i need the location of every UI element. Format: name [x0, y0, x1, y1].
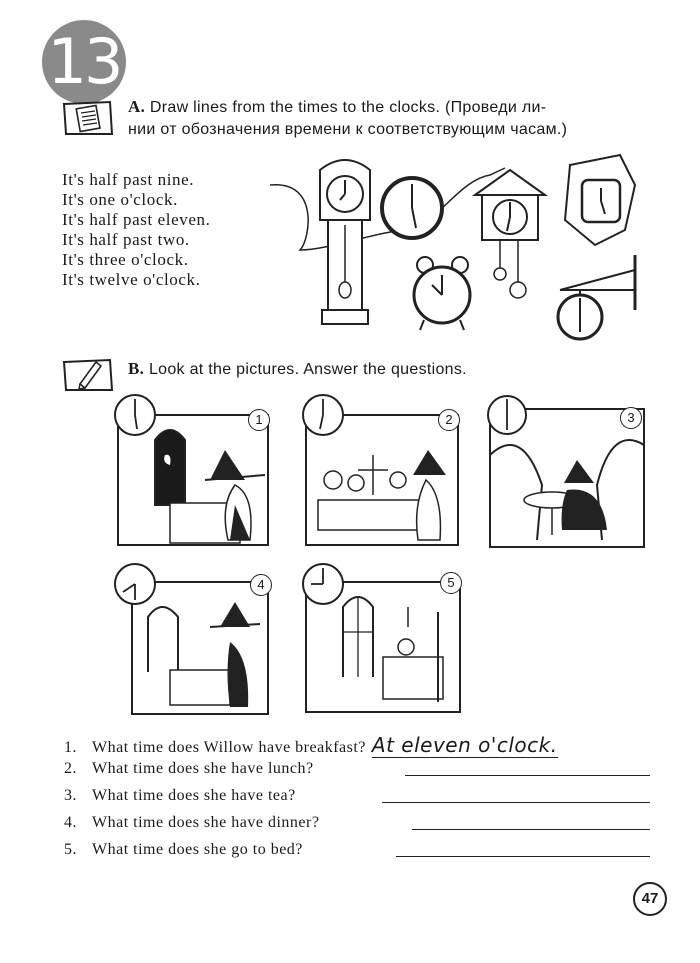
- picture-2: [298, 395, 468, 550]
- answer-field[interactable]: [405, 775, 650, 776]
- question-text: What time does she go to bed?: [92, 841, 303, 858]
- grandfather-clock-icon[interactable]: [320, 160, 370, 324]
- time-item[interactable]: It's three o'clock.: [62, 250, 189, 269]
- pencil-icon: [62, 356, 114, 392]
- question-row: [64, 733, 558, 760]
- wristwatch-icon[interactable]: [565, 155, 635, 245]
- questions-list: [64, 733, 558, 868]
- times-list: [62, 170, 210, 290]
- question-number: 1.: [64, 739, 77, 756]
- answer-field[interactable]: [412, 829, 650, 830]
- hanging-clock-icon[interactable]: [558, 255, 635, 339]
- time-item[interactable]: It's twelve o'clock.: [62, 270, 201, 289]
- answer-field[interactable]: [382, 802, 650, 803]
- wall-clock-icon[interactable]: [382, 178, 442, 238]
- question-row: [64, 814, 558, 841]
- picture-number: 5: [440, 572, 462, 594]
- task-a-instruction-text: Draw lines from the times to the clocks. (Проведи ли-: [149, 99, 547, 116]
- question-row: [64, 841, 558, 868]
- question-number: 4.: [64, 814, 77, 831]
- question-number: 5.: [64, 841, 77, 858]
- question-text: What time does she have lunch?: [92, 760, 314, 777]
- question-text: What time does Willow have breakfast?: [92, 739, 366, 756]
- task-a-instruction: [128, 96, 658, 141]
- cuckoo-clock-icon[interactable]: [475, 170, 545, 298]
- picture-number: 3: [620, 407, 642, 429]
- time-item[interactable]: It's half past two.: [62, 230, 190, 249]
- picture-5: [298, 562, 468, 720]
- picture-3: [482, 395, 652, 550]
- task-b-instruction: [128, 358, 628, 381]
- task-a-letter: A.: [128, 97, 146, 116]
- question-number: 2.: [64, 760, 77, 777]
- answer-field[interactable]: At eleven o'clock.: [371, 733, 558, 757]
- answer-field[interactable]: [396, 856, 650, 857]
- picture-number: 4: [250, 574, 272, 596]
- task-b-letter: B.: [128, 359, 145, 378]
- question-text: What time does she have dinner?: [92, 814, 320, 831]
- question-row: [64, 787, 558, 814]
- unit-number-badge: 13: [42, 20, 126, 104]
- time-item[interactable]: It's half past eleven.: [62, 210, 211, 229]
- notepad-icon: [62, 100, 114, 136]
- clocks-illustration: [260, 150, 660, 335]
- question-number: 3.: [64, 787, 77, 804]
- task-b-instruction-text: Look at the pictures. Answer the questions.: [148, 361, 467, 378]
- question-text: What time does she have tea?: [92, 787, 296, 804]
- page-number: 47: [633, 882, 667, 916]
- picture-number: 2: [438, 409, 460, 431]
- alarm-clock-icon[interactable]: [414, 257, 470, 330]
- time-item[interactable]: It's one o'clock.: [62, 190, 178, 209]
- time-item[interactable]: It's half past nine.: [62, 170, 195, 189]
- question-row: [64, 760, 558, 787]
- picture-4: [110, 562, 280, 720]
- task-a-instruction-line2: нии от обозначения времени к соответствующим часам.): [128, 121, 568, 138]
- picture-1: [110, 395, 280, 550]
- picture-number: 1: [248, 409, 270, 431]
